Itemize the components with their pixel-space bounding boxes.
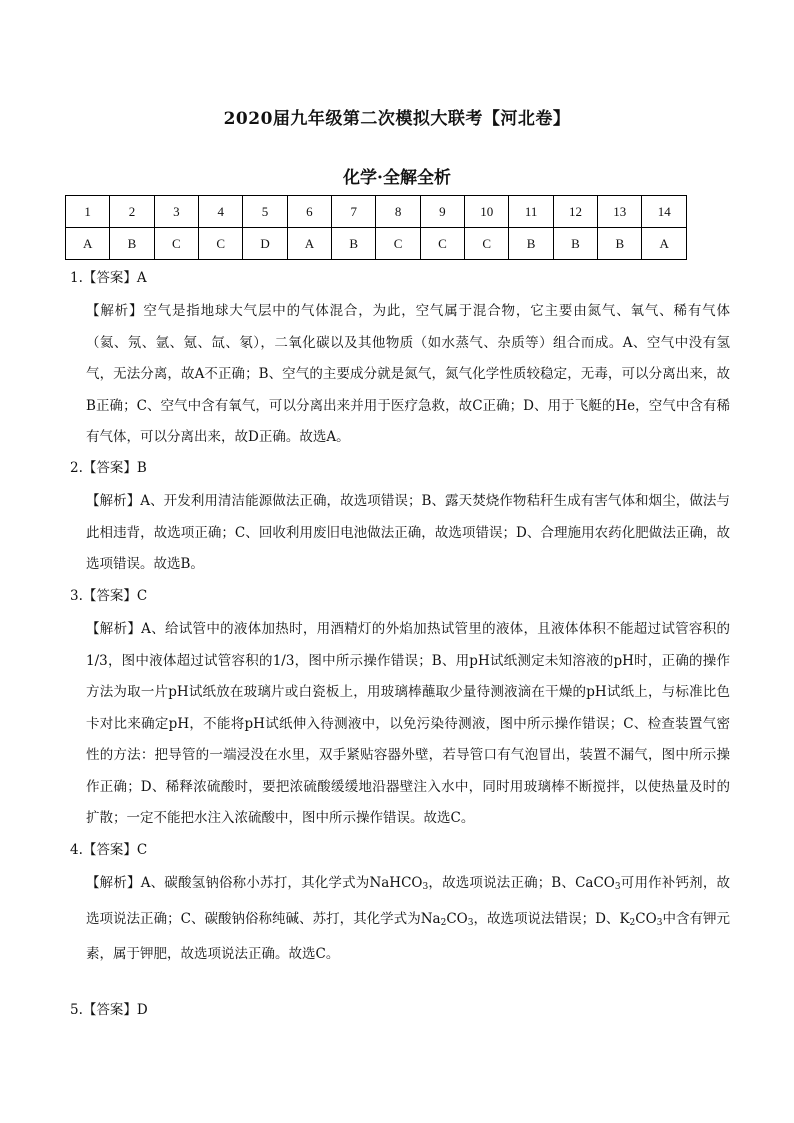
subscript: 2 <box>629 917 636 928</box>
subscript: 3 <box>422 882 429 892</box>
answer-cell: A <box>66 228 110 260</box>
answer-cell: B <box>332 228 376 260</box>
answer-line: 4.【答案】C <box>70 842 148 858</box>
explanation-segment: ，故选项说法错误；D、K <box>473 910 630 927</box>
question-number-cell: 1 <box>66 196 110 228</box>
answer-cell: B <box>110 228 154 260</box>
answer-cell: C <box>154 228 198 260</box>
question-number-cell: 10 <box>465 196 509 228</box>
answer-line: 5.【答案】D <box>70 1002 148 1018</box>
question-number-cell: 12 <box>553 196 597 228</box>
explanation-segment: 中含有钾元素，属于钾肥，故选项说法正确。故选C。 <box>86 910 730 962</box>
answer-cell: C <box>199 228 243 260</box>
question-number-cell: 3 <box>154 196 198 228</box>
question-block-2 <box>70 458 730 581</box>
page-title: 2020届九年级第二次模拟大联考【河北卷】 <box>223 109 571 129</box>
answer-cell: C <box>465 228 509 260</box>
answer-cell: C <box>420 228 464 260</box>
explanation-segment: 【解析】A、碳酸氢钠俗称小苏打，其化学式为NaHCO <box>86 875 423 891</box>
answer-cell: B <box>598 228 642 260</box>
question-number-cell: 9 <box>420 196 464 228</box>
explanation-segment: CO <box>446 910 468 927</box>
answer-line: 1.【答案】A <box>70 270 147 286</box>
subscript: 3 <box>467 917 474 928</box>
question-number-cell: 13 <box>598 196 642 228</box>
question-number-cell: 4 <box>199 196 243 228</box>
question-block-1 <box>70 268 730 454</box>
page-subtitle: 化学·全解全析 <box>343 168 451 188</box>
answer-line: 2.【答案】B <box>70 460 147 476</box>
answer-table-number-row <box>66 196 687 228</box>
answer-cell: B <box>509 228 553 260</box>
question-block-4 <box>70 840 730 971</box>
question-number-cell: 7 <box>332 196 376 228</box>
explanation-segment: ，故选项说法正确；B、CaCO <box>428 875 615 891</box>
question-block-3 <box>70 586 730 835</box>
answer-cell: B <box>553 228 597 260</box>
question-number-cell: 11 <box>509 196 553 228</box>
explanation-segment: CO <box>635 910 657 927</box>
question-number-cell: 14 <box>642 196 687 228</box>
question-number-cell: 5 <box>243 196 287 228</box>
answer-cell: A <box>287 228 331 260</box>
answer-table <box>65 195 687 260</box>
subscript: 2 <box>440 917 447 928</box>
question-number-cell: 8 <box>376 196 420 228</box>
explanation-segment: 可用作补钙剂，故选项说法正确；C、碳酸钠俗称纯碱、苏打，其化学式为Na <box>86 875 731 927</box>
answer-cell: C <box>376 228 420 260</box>
question-number-cell: 6 <box>287 196 331 228</box>
explanation-text <box>70 868 730 971</box>
question-number-cell: 2 <box>110 196 154 228</box>
subscript: 3 <box>614 882 621 892</box>
explanation-text: 【解析】A、给试管中的液体加热时，用酒精灯的外焰加热试管里的液体，且液体体积不能超过试管容积的1/3，图中液体超过试管容积的1/3，图中所示操作错误；B、用pH试纸测定未知溶液的pH时，正确的操作方法为取一片pH试纸放在玻璃片或白瓷板上，用玻璃棒蘸取少量待测液滴在干燥的pH试纸上，与标准比色卡对比来确定pH，不能将pH试纸伸入待测液中，以免污染待测液，图中所示操作错误；C、检查装置气密性的方法：把导管的一端浸没在水里，双手紧贴容器外壁，若导管口有气泡冒出，装置不漏气，图中所示操作正确；D、稀释浓硫酸时，要把浓硫酸缓缓地沿器壁注入水中，同时用玻璃棒不断搅拌，以使热量及时的扩散；一定不能把水注入浓硫酸中，图中所示操作错误。故选C。 <box>86 621 730 826</box>
answer-table-answer-row <box>66 228 687 260</box>
question-block-5 <box>70 1000 730 1020</box>
answer-line: 3.【答案】C <box>70 588 148 604</box>
explanation-text: 【解析】A、开发利用清洁能源做法正确，故选项错误；B、露天焚烧作物秸秆生成有害气体和烟尘，做法与此相违背，故选项正确；C、回收利用废旧电池做法正确，故选项错误；D、合理施用农药化肥做法正确，故选项错误。故选B。 <box>86 493 730 572</box>
answer-cell: A <box>642 228 687 260</box>
explanation-text: 【解析】空气是指地球大气层中的气体混合，为此，空气属于混合物，它主要由氮气、氧气、稀有气体（氦、氖、氩、氪、氙、氡），二氧化碳以及其他物质（如水蒸气、杂质等）组合而成。A、空气中没有氢气，无法分离，故A不正确；B、空气的主要成分就是氮气，氮气化学性质较稳定，无毒，可以分离出来，故B正确；C、空气中含有氧气，可以分离出来并用于医疗急救，故C正确；D、用于飞艇的He，空气中含有稀有气体，可以分离出来，故D正确。故选A。 <box>86 303 730 445</box>
subscript: 3 <box>656 917 663 928</box>
answer-cell: D <box>243 228 287 260</box>
